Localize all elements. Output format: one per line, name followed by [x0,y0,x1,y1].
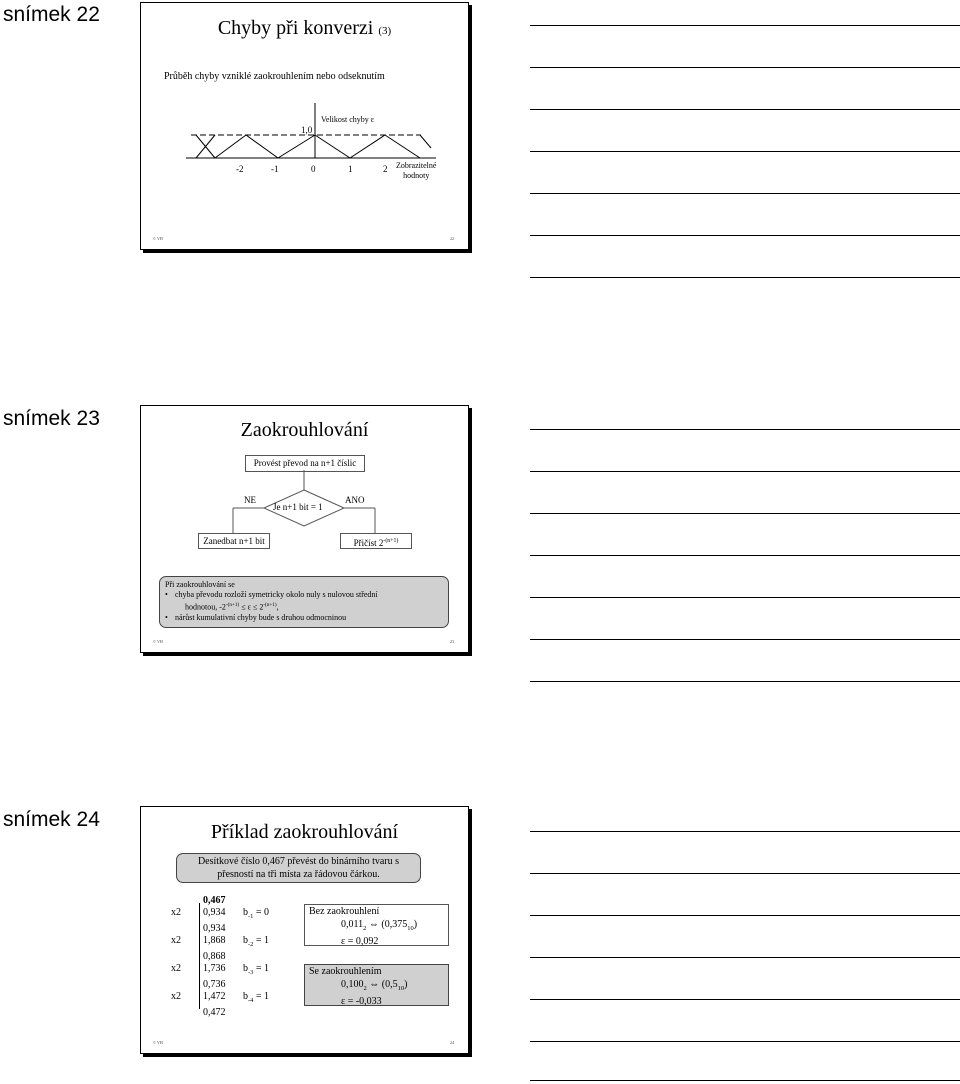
note-box: Při zaokrouhlování se • chyba převodu rozloží symetricky okolo nuly s nulovou střední hodnotou, $-2^{-(n+1)} \le \varepsilon \le 2^{-(n+1)}$, • nárůst kumulativní chyby bude s druhou odmocninou [159,576,449,628]
notes-line [530,639,960,640]
table-row: x2 1,472 $b_{-4} = 1$ [171,991,270,1004]
notes-line [530,513,960,514]
notes-line [530,1041,960,1042]
slide-title: Zaokrouhlování [240,419,369,441]
table-row: x2 0,934 $b_{-1} = 0$ [171,907,270,920]
x-tick: 2 [383,164,388,174]
table-row: x2 1,736 $b_{-3} = 1$ [171,963,270,976]
table-row: 0,934 [203,923,226,934]
notes-line [530,555,960,556]
notes-line [530,235,960,236]
table-row: 0,472 [203,1007,226,1018]
notes-line [530,873,960,874]
x-tick: -2 [236,164,244,174]
table-row: x2 1,868 $b_{-2} = 1$ [171,935,270,948]
yes-label: ANO [345,495,365,505]
notes-line [530,193,960,194]
slide-thumbnail[interactable] [140,405,469,653]
notes-line [530,277,960,278]
slide-footer-right: 24 [450,1040,454,1045]
slide-label: snímek 22 [3,3,100,26]
no-round-box: Bez zaokrouhlení $0,011_2$ ⇔ $(0,375_{10})$ ε = 0,092 [304,904,449,946]
y-axis-label: Velikost chyby ε [321,115,375,124]
slide-footer-left: © VH [153,236,163,241]
table-row: 0,736 [203,979,226,990]
flow-yes-action-box: Přičíst $2^{-(n+1)}$ [340,533,412,549]
task-box: Desítkové číslo 0,467 převést do binárního tvaru s přesností na tři místa za řádovou čárkou. [176,853,421,883]
x-tick: -1 [271,164,279,174]
conversion-table [171,895,269,1019]
slide-label: snímek 24 [3,808,100,831]
y-value-label: 1,0 [301,125,313,135]
slide-title: Příklad zaokrouhlování [210,821,399,843]
notes-line [530,681,960,682]
slide-subtitle: Průběh chyby vzniklé zaokrouhlením nebo odseknutím [164,71,385,82]
x-tick: 0 [311,164,316,174]
notes-line [530,151,960,152]
notes-line [530,429,960,430]
slide-footer-right: 22 [450,236,454,241]
x-axis-label: Zobrazitelné hodnoty [396,161,437,180]
table-header: 0,467 [203,895,226,906]
slide-footer-left: © VH [153,1040,163,1045]
with-round-box: Se zaokrouhlením $0,100_2$ ⇔ $(0,5_{10})$ ε = -0,033 [304,964,449,1006]
x-tick: 1 [348,164,353,174]
slide-thumbnail[interactable] [140,2,469,250]
notes-line [530,957,960,958]
table-row: 0,868 [203,951,226,962]
notes-line [530,831,960,832]
notes-line [530,999,960,1000]
slide-thumbnail[interactable] [140,806,469,1054]
decision-label: Je n+1 bit = 1 [273,502,323,512]
notes-line [530,67,960,68]
no-label: NE [244,495,256,505]
slide-label: snímek 23 [3,407,100,430]
notes-line [530,915,960,916]
table-divider [199,903,200,1009]
slide-footer-left: © VH [153,639,163,644]
notes-line [530,109,960,110]
flow-step-box: Provést převod na n+1 číslic [245,455,365,472]
slide-title: Chyby při konverzi (3) [217,17,392,39]
notes-line [530,471,960,472]
slide-footer-right: 23 [450,639,454,644]
flow-no-action-box: Zanedbat n+1 bit [198,533,270,549]
notes-line [530,597,960,598]
notes-line [530,25,960,26]
notes-line [530,1080,960,1081]
